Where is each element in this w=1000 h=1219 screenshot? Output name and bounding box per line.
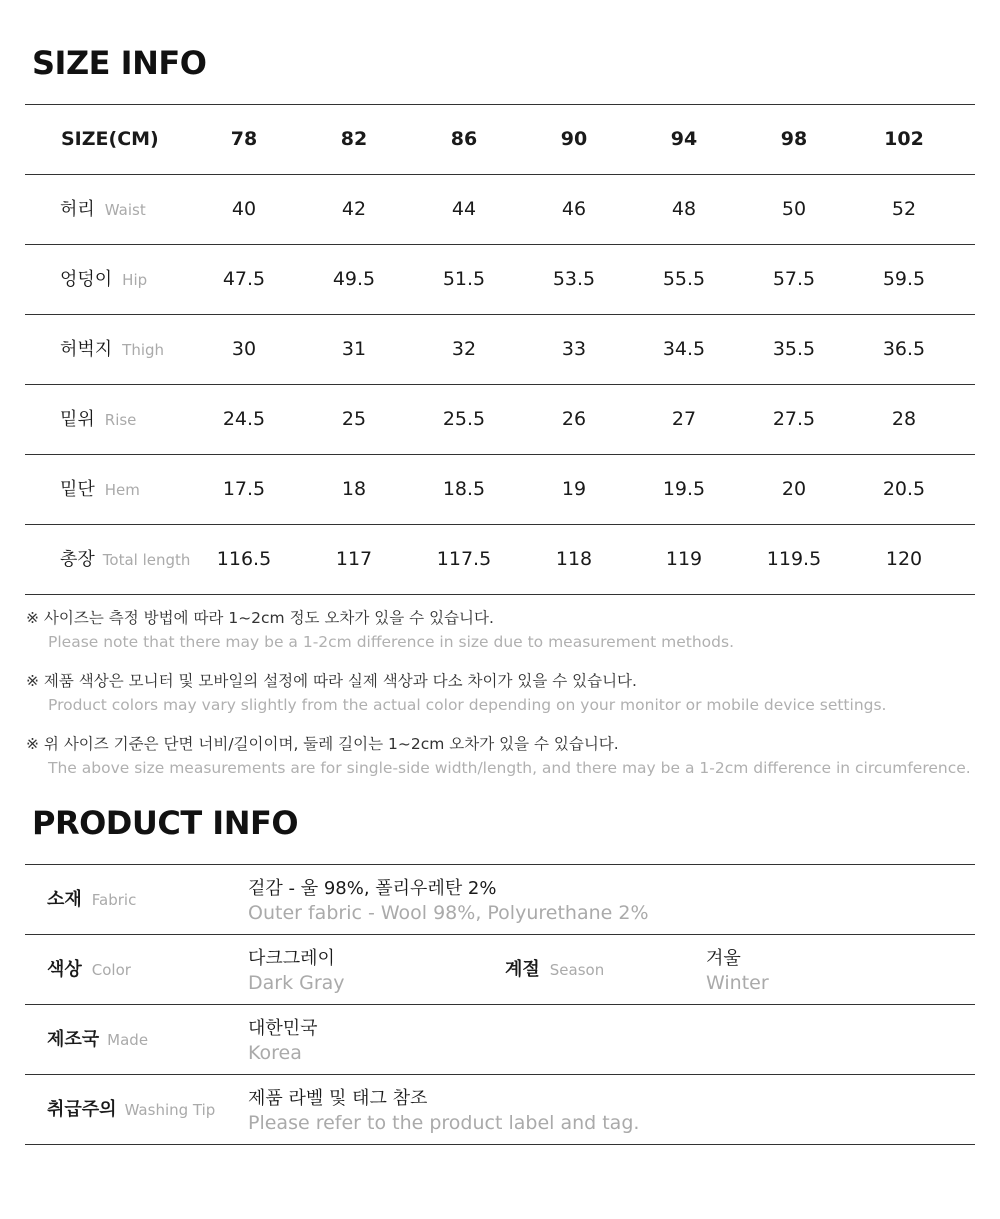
size-cell: 33 — [561, 338, 587, 360]
label-en: Washing Tip — [124, 1101, 216, 1119]
size-header-cell: 90 — [560, 128, 588, 150]
label-kr: 취급주의 — [47, 1099, 117, 1120]
size-cell: 49.5 — [332, 268, 376, 290]
row-label-kr: 허벅지 — [60, 339, 113, 360]
size-cell: 35.5 — [772, 338, 816, 360]
row-label-kr: 허리 — [60, 199, 95, 220]
size-cell: 42 — [341, 198, 367, 220]
size-cell: 51.5 — [442, 268, 486, 290]
row-label — [60, 315, 164, 384]
label-en: Made — [107, 1031, 149, 1049]
row-label — [60, 455, 140, 524]
size-cell: 50 — [781, 198, 807, 220]
size-cell: 119.5 — [766, 548, 822, 570]
label-kr: 제조국 — [47, 1029, 100, 1050]
size-cell: 18 — [341, 478, 367, 500]
size-cell: 20 — [781, 478, 807, 500]
product-value — [248, 1086, 639, 1135]
size-table — [25, 104, 975, 595]
size-cell: 32 — [451, 338, 477, 360]
size-cell: 19 — [561, 478, 587, 500]
row-label-kr: 밑위 — [60, 409, 95, 430]
row-label-en: Hip — [122, 271, 148, 289]
label-en: Season — [549, 961, 605, 979]
size-cell: 59.5 — [882, 268, 926, 290]
label-kr: 색상 — [47, 959, 82, 980]
size-cell: 57.5 — [772, 268, 816, 290]
product-label — [47, 865, 136, 934]
size-cell: 24.5 — [222, 408, 266, 430]
product-row-washing — [25, 1075, 975, 1145]
label-en: Fabric — [91, 891, 137, 909]
value-en: Winter — [706, 972, 769, 994]
size-cell: 118 — [555, 548, 593, 570]
note-en: Product colors may vary slightly from the actual color depending on your monitor or mobile device settings. — [48, 696, 887, 714]
row-label-en: Total length — [102, 551, 191, 569]
size-cell: 117.5 — [436, 548, 492, 570]
size-header-cell: 82 — [340, 128, 368, 150]
note-kr: ※ 사이즈는 측정 방법에 따라 1~2cm 정도 오차가 있을 수 있습니다. — [26, 609, 494, 627]
size-info-title: SIZE INFO — [32, 44, 207, 82]
note-item — [26, 606, 986, 654]
size-cell: 116.5 — [216, 548, 272, 570]
row-label-en: Hem — [104, 481, 140, 499]
value-kr: 다크그레이 — [248, 948, 335, 969]
value-kr: 제품 라벨 및 태그 참조 — [248, 1088, 428, 1109]
size-cell: 34.5 — [662, 338, 706, 360]
size-cell: 40 — [231, 198, 257, 220]
size-notes — [26, 606, 986, 795]
size-header-cell: 98 — [780, 128, 808, 150]
product-value — [248, 1016, 318, 1065]
size-cell: 30 — [231, 338, 257, 360]
size-cell: 53.5 — [552, 268, 596, 290]
product-table — [25, 864, 975, 1145]
product-value — [248, 946, 345, 995]
row-label — [60, 385, 136, 454]
label-en: Color — [91, 961, 131, 979]
product-row-fabric — [25, 865, 975, 935]
row-label-kr: 총장 — [60, 549, 95, 570]
size-header-cell: 86 — [450, 128, 478, 150]
size-cell: 25 — [341, 408, 367, 430]
product-row-color-season — [25, 935, 975, 1005]
size-cell: 117 — [335, 548, 373, 570]
value-en: Outer fabric - Wool 98%, Polyurethane 2% — [248, 902, 649, 924]
size-cell: 20.5 — [882, 478, 926, 500]
size-row-waist — [25, 175, 975, 245]
row-label-en: Rise — [104, 411, 137, 429]
product-label — [47, 1005, 148, 1074]
size-header-cell: 94 — [670, 128, 698, 150]
size-cell: 44 — [451, 198, 477, 220]
note-item — [26, 732, 986, 780]
size-cell: 19.5 — [662, 478, 706, 500]
size-cell: 48 — [671, 198, 697, 220]
size-row-hem — [25, 455, 975, 525]
note-en: The above size measurements are for single-side width/length, and there may be a 1-2cm difference in circumference. — [48, 759, 971, 777]
product-value — [248, 876, 649, 925]
size-cell: 18.5 — [442, 478, 486, 500]
size-cell: 26 — [561, 408, 587, 430]
value-kr: 겨울 — [706, 948, 741, 969]
size-cell: 47.5 — [222, 268, 266, 290]
size-header-row — [25, 105, 975, 175]
size-cell: 46 — [561, 198, 587, 220]
note-item — [26, 669, 986, 717]
value-en: Korea — [248, 1042, 302, 1064]
label-kr: 소재 — [47, 889, 82, 910]
note-kr: ※ 제품 색상은 모니터 및 모바일의 설정에 따라 실제 색상과 다소 차이가 있을 수 있습니다. — [26, 672, 637, 690]
note-en: Please note that there may be a 1-2cm difference in size due to measurement methods. — [48, 633, 735, 651]
size-row-total-length — [25, 525, 975, 595]
row-label-en: Waist — [104, 201, 146, 219]
size-row-rise — [25, 385, 975, 455]
size-cell: 55.5 — [662, 268, 706, 290]
product-label — [505, 935, 604, 1004]
value-kr: 겉감 - 울 98%, 폴리우레탄 2% — [248, 878, 497, 899]
row-label-kr: 밑단 — [60, 479, 95, 500]
product-info-title: PRODUCT INFO — [32, 804, 299, 842]
product-row-made — [25, 1005, 975, 1075]
size-cell: 52 — [891, 198, 917, 220]
product-value — [706, 946, 769, 995]
size-cell: 25.5 — [442, 408, 486, 430]
size-cell: 27.5 — [772, 408, 816, 430]
size-cell: 17.5 — [222, 478, 266, 500]
row-label-kr: 엉덩이 — [60, 269, 113, 290]
size-cell: 120 — [885, 548, 923, 570]
row-label-en: Thigh — [122, 341, 165, 359]
size-cell: 119 — [665, 548, 703, 570]
value-en: Please refer to the product label and tag. — [248, 1112, 640, 1134]
size-row-thigh — [25, 315, 975, 385]
product-label — [47, 1075, 215, 1144]
value-en: Dark Gray — [248, 972, 345, 994]
size-header-cell: 78 — [230, 128, 258, 150]
size-cell: 27 — [671, 408, 697, 430]
row-label — [60, 175, 146, 244]
size-row-hip — [25, 245, 975, 315]
size-cell: 36.5 — [882, 338, 926, 360]
size-header-label: SIZE(CM) — [61, 128, 159, 150]
row-label — [60, 245, 147, 314]
product-label — [47, 935, 131, 1004]
value-kr: 대한민국 — [248, 1018, 318, 1039]
size-cell: 28 — [891, 408, 917, 430]
label-kr: 계절 — [505, 959, 540, 980]
row-label — [60, 525, 190, 594]
size-header-cell: 102 — [884, 128, 924, 150]
note-kr: ※ 위 사이즈 기준은 단면 너비/길이이며, 둘레 길이는 1~2cm 오차가 있을 수 있습니다. — [26, 735, 619, 753]
size-cell: 31 — [341, 338, 367, 360]
